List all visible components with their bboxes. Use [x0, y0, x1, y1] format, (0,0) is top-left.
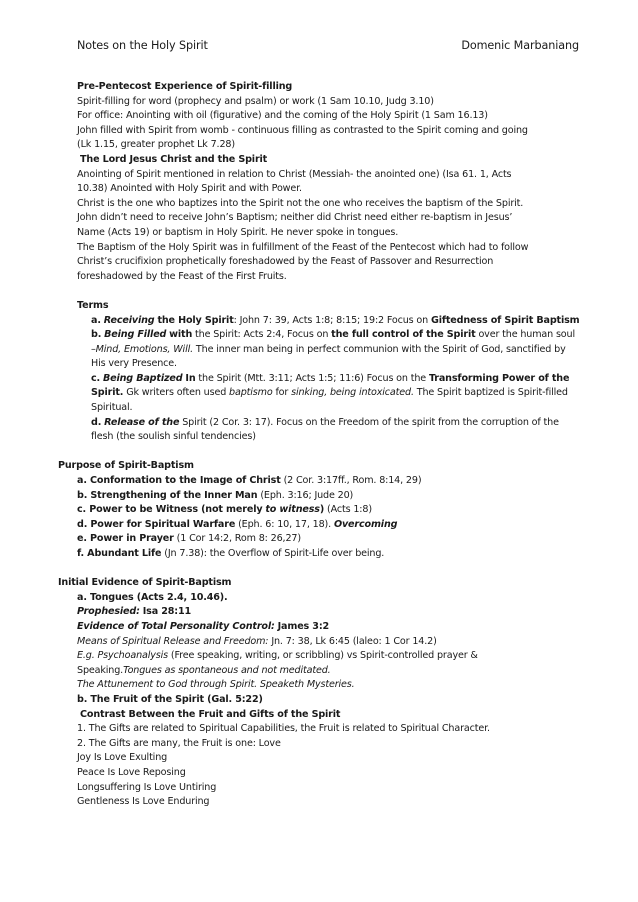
item-bold: Isa 28:11: [142, 606, 192, 618]
item-letter: b.: [91, 329, 102, 341]
terms-item-c: [58, 372, 580, 416]
item-italic: to witness: [265, 504, 320, 516]
term-being-baptized: Being Baptized: [102, 372, 183, 384]
text-line: foreshadowed by the Feast of the First Fruits.: [77, 270, 287, 282]
item-letter: d.: [91, 416, 102, 428]
item-bold: f. Abundant Life: [77, 548, 162, 559]
term-text: Spirit (2 Cor. 3: 17). Focus on the Freedom of the spirit from the corruption of the flesh (the soulish sinful tendencies): [91, 416, 559, 443]
text-line: Name (Acts 19) or baptism in Holy Spirit. He never spoke in tongues.: [77, 226, 399, 238]
item-italic: Prophesied:: [77, 606, 140, 618]
item-text: (Eph. 6: 10, 17, 18).: [238, 518, 332, 530]
header-author: Domenic Marbaniang: [461, 39, 579, 52]
item-letter: a.: [91, 314, 101, 326]
text-line: (Lk 1.15, greater prophet Lk 7.28): [77, 139, 235, 151]
section-heading-initial-evidence: Initial Evidence of Spirit-Baptism: [58, 577, 232, 589]
terms-item-b: [58, 328, 580, 372]
contrast-heading: Contrast Between the Fruit and Gifts of the Spirit: [80, 708, 341, 720]
term-being-filled: Being Filled: [104, 329, 167, 341]
item-bold: ): [319, 504, 325, 516]
term-bold: Giftedness of Spirit Baptism: [430, 314, 580, 326]
term-bold: Transforming Power of the Spirit.: [91, 372, 570, 399]
term-italic: sinking, being intoxicated.: [291, 387, 414, 399]
evidence-attunement: [58, 678, 580, 693]
item-italic: Means of Spiritual Release and Freedom:: [77, 635, 269, 647]
text-line: Christ is the one who baptizes into the Spirit not the one who receives the baptism of the Spirit.: [77, 197, 524, 209]
term-receiving: Receiving: [103, 314, 155, 326]
text-line: Anointing of Spirit mentioned in relation to Christ (Messiah- the anointed one) (Isa 61. 1, Acts: [77, 168, 512, 180]
term-text: The inner man being in perfect communion with the Spirit of God, sanctified by His very Presence.: [91, 343, 566, 370]
item-letter: c.: [91, 372, 101, 384]
item-text: (2 Cor. 3:17ff., Rom. 8:14, 29): [283, 475, 422, 487]
term-text: : John 7: 39, Acts 1:8; 8:15; 19:2 Focus on: [233, 314, 429, 326]
purpose-item-c: [58, 503, 580, 518]
section-heading-terms: Terms: [77, 299, 109, 311]
item-bold: James 3:2: [277, 620, 330, 632]
section-heading-pre-pentecost: Pre-Pentecost Experience of Spirit-filling: [77, 81, 293, 92]
evidence-prophesied: [58, 605, 580, 620]
term-bold: the full control of the Spirit: [331, 329, 476, 341]
term-bold: with: [169, 329, 193, 341]
item-bold: e. Power in Prayer: [77, 533, 174, 545]
text-line: The Baptism of the Holy Spirit was in fulfillment of the Feast of the Pentecost which had to follow: [77, 241, 529, 253]
purpose-item-d: [58, 518, 580, 533]
item-italic: Overcoming: [333, 518, 398, 530]
item-bold: a. Conformation to the Image of Christ: [77, 475, 281, 487]
item-text: (1 Cor 14:2, Rom 8: 26,27): [176, 533, 301, 545]
item-bold: b. Strengthening of the Inner Man: [77, 489, 258, 501]
section-heading-lord-jesus: The Lord Jesus Christ and the Spirit: [80, 153, 268, 165]
numbered-item-2: 2. The Gifts are many, the Fruit is one: Love: [77, 737, 281, 749]
fruit-line-longsuffering: Longsuffering Is Love Untiring: [77, 781, 217, 793]
term-text: Gk writers often used: [126, 387, 227, 399]
header-title: Notes on the Holy Spirit: [77, 39, 208, 52]
item-bold: d. Power for Spiritual Warfare: [77, 518, 236, 530]
fruit-line-peace: Peace Is Love Reposing: [77, 766, 186, 778]
item-text: (Eph. 3:16; Jude 20): [260, 489, 354, 501]
text-line: 10.38) Anointed with Holy Spirit and with Power.: [77, 183, 302, 195]
purpose-item-f: [58, 547, 580, 562]
purpose-item-a: [58, 474, 580, 489]
term-italic: Mind, Emotions, Will.: [95, 343, 194, 355]
purpose-item-e: [58, 532, 580, 547]
terms-item-a: [58, 314, 580, 329]
item-text: (Acts 1:8): [327, 504, 372, 516]
term-text: over the human soul –: [91, 329, 575, 355]
evidence-total-control: [58, 620, 580, 635]
document-body: [58, 80, 580, 810]
evidence-eg: [58, 649, 580, 664]
term-italic: baptismo: [229, 387, 273, 399]
item-bold: c. Power to be Witness (not merely: [77, 504, 263, 516]
numbered-item-1: 1. The Gifts are related to Spiritual Capabilities, the Fruit is related to Spiritual Character.: [77, 723, 490, 735]
item-text: (Free speaking, writing, or scribbling) vs Spirit-controlled prayer &: [170, 650, 478, 662]
text-line: John filled with Spirit from womb - continuous filling as contrasted to the Spirit coming and going: [77, 124, 528, 136]
text-line: Spirit-filling for word (prophecy and psalm) or work (1 Sam 10.10, Judg 3.10): [77, 95, 434, 107]
term-text: The Spirit baptized is Spirit-filled Spiritual.: [91, 387, 568, 414]
term-text: the Spirit: Acts 2:4, Focus on: [195, 329, 329, 341]
item-italic: Evidence of Total Personality Control:: [77, 620, 275, 632]
purpose-item-b: [58, 489, 580, 504]
fruit-line-gentleness: Gentleness Is Love Enduring: [77, 796, 210, 808]
evidence-item-b: b. The Fruit of the Spirit (Gal. 5:22): [77, 693, 263, 705]
term-release: Release of the: [104, 416, 180, 428]
terms-item-d: [58, 416, 580, 445]
text-line: Christ’s crucifixion prophetically foreshadowed by the Feast of Passover and Resurrection: [77, 256, 494, 268]
item-italic: Tongues as spontaneous and not meditated.: [123, 664, 331, 676]
text-line: For office: Anointing with oil (figurative) and the coming of the Holy Spirit (1 Sam 16.13): [77, 110, 488, 122]
fruit-line-joy: Joy Is Love Exulting: [77, 752, 168, 764]
evidence-means: [58, 635, 580, 650]
term-text: the Spirit (Mtt. 3:11; Acts 1:5; 11:6) Focus on the: [198, 372, 427, 384]
evidence-item-a: a. Tongues (Acts 2.4, 10.46).: [77, 591, 228, 603]
evidence-speaking: [58, 664, 580, 679]
item-text: Jn. 7: 38, Lk 6:45 (laleo: 1 Cor 14.2): [271, 635, 437, 647]
item-italic: E.g. Psychoanalysis: [77, 650, 168, 662]
item-text: (Jn 7.38): the Overflow of Spirit-Life over being.: [164, 548, 385, 559]
item-italic: The Attunement to God through Spirit. Speaketh Mysteries.: [77, 679, 355, 691]
text-line: John didn’t need to receive John’s Baptism; neither did Christ need either re-baptism in Jesus’: [77, 212, 513, 224]
term-bold: the Holy Spirit: [157, 314, 234, 326]
term-text: for: [275, 387, 289, 399]
term-bold: In: [185, 372, 196, 384]
item-text: Speaking.: [77, 664, 124, 676]
section-heading-purpose: Purpose of Spirit-Baptism: [58, 460, 194, 472]
